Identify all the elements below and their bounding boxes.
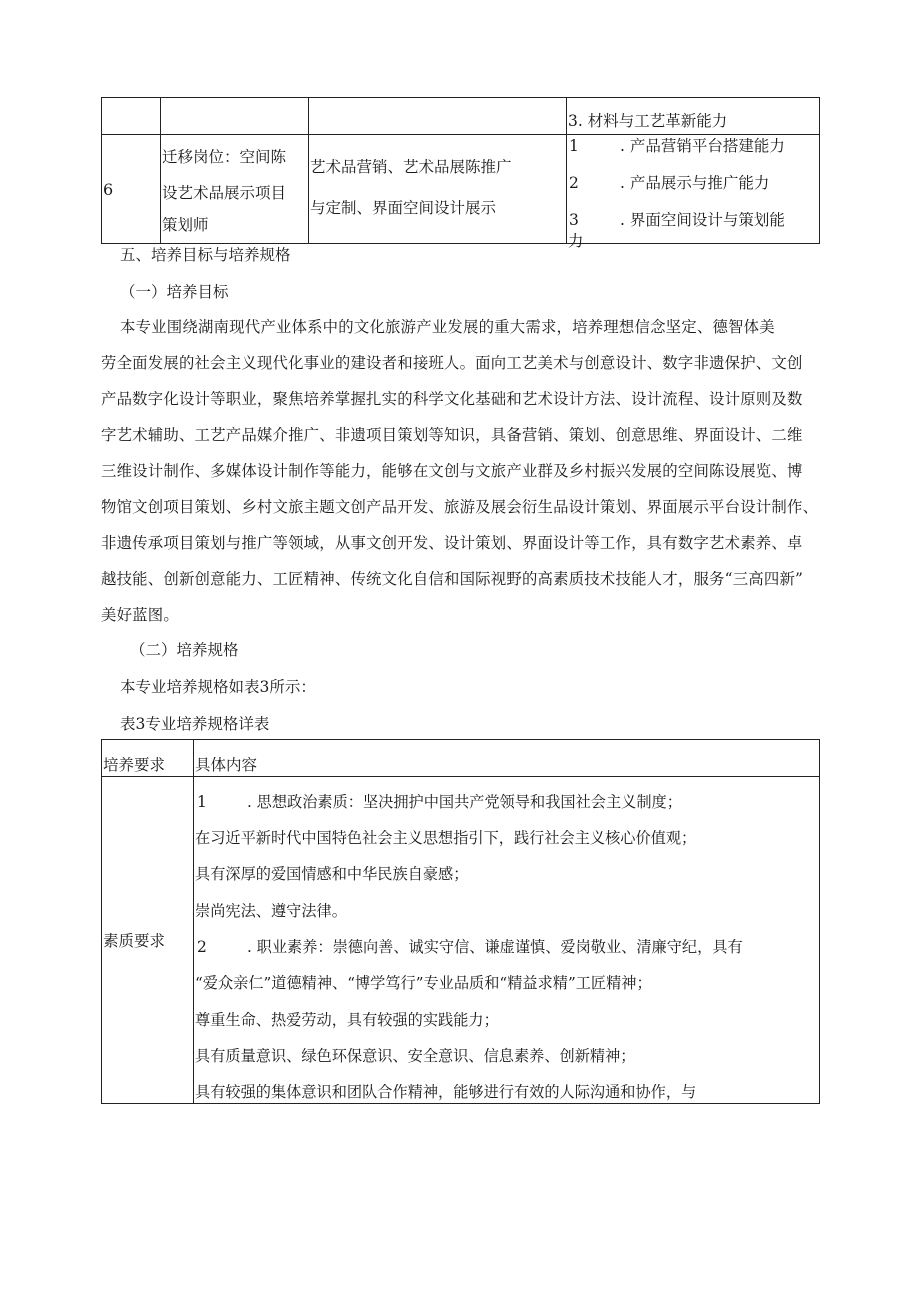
prev-row-ability: 3. 材料与工艺革新能力 [568,112,728,130]
goal-line: 越技能、创新创意能力、工匠精神、传统文化自信和国际视野的高素质技术技能人才，服务“三高四新” [101,570,804,588]
spec-line: . 思想政治素质：坚决拥护中国共产党领导和我国社会主义制度； [247,793,682,811]
ability-overflow-char: 力 [568,232,584,250]
row-label-quality: 素质要求 [103,932,166,950]
header-requirement: 培养要求 [103,756,166,774]
spec-line: 具有较强的集体意识和团队合作精神，能够进行有效的人际沟通和协作，与 [195,1083,697,1101]
goal-line: 产品数字化设计等职业，聚焦培养掌握扎实的科学文化基础和艺术设计方法、设计流程、设计原则及数 [101,390,803,408]
ability-text-1: . 产品营销平台搭建能力 [620,137,785,155]
spec-line: 尊重生命、热爱劳动，具有较强的实践能力； [195,1011,499,1029]
ability-num-3: 3 [569,211,579,229]
task-line-1: 艺术品营销、艺术品展陈推广 [310,158,512,176]
spec-line: 具有质量意识、绿色环保意识、安全意识、信息素养、创新精神； [195,1047,636,1065]
spec-line: “爱众亲仁”道德精神、“博学笃行”专业品质和“精益求精”工匠精神； [195,974,652,992]
ability-text-2: . 产品展示与推广能力 [620,174,770,192]
ability-num-2: 2 [569,174,579,192]
subsection-goal-title: （一）培养目标 [120,283,229,301]
spec-line: 具有深厚的爱国情感和中华民族自豪感； [195,865,469,883]
goal-line: 三维设计制作、多媒体设计制作等能力，能够在文创与文旅产业群及乡村振兴发展的空间陈设展览、博 [101,462,803,480]
spec-line: 崇尚宪法、遵守法律。 [195,902,347,920]
spec-line-num: 1 [197,793,207,811]
ability-num-1: 1 [569,137,579,155]
table-caption: 表3专业培养规格详表 [120,715,270,733]
ability-text-3: . 界面空间设计与策划能 [620,211,785,229]
row-number: 6 [103,180,114,199]
spec-line-num: 2 [197,938,207,956]
spec-intro: 本专业培养规格如表3所示： [120,678,316,696]
goal-line: 字艺术辅助、工艺产品媒介推广、非遗项目策划等知识，具备营销、策划、创意思维、界面设计、二维 [101,426,803,444]
spec-line: . 职业素养：崇德向善、诚实守信、谦虚谨慎、爱岗敬业、清廉守纪，具有 [247,938,743,956]
position-line-3: 策划师 [162,216,209,234]
subsection-spec-title: （二）培养规格 [130,641,239,659]
spec-line: 在习近平新时代中国特色社会主义思想指引下，践行社会主义核心价值观； [195,829,697,847]
position-line-1: 迁移岗位：空间陈 [162,148,287,166]
goal-line: 本专业围绕湖南现代产业体系中的文化旅游产业发展的重大需求，培养理想信念坚定、德智体美 [120,318,775,336]
goal-line: 美好蓝图。 [101,606,179,624]
goal-line: 物馆文创项目策划、乡村文旅主题文创产品开发、旅游及展会衍生品设计策划、界面展示平台设计制作、 [101,498,819,516]
goal-line: 劳全面发展的社会主义现代化事业的建设者和接班人。面向工艺美术与创意设计、数字非遗保护、文创 [101,354,803,372]
header-content: 具体内容 [195,756,258,774]
position-line-2: 设艺术品展示项目 [162,184,287,202]
task-line-2: 与定制、界面空间设计展示 [310,199,497,217]
goal-line: 非遗传承项目策划与推广等领域，从事文创开发、设计策划、界面设计等工作，具有数字艺术素养、卓 [101,534,803,552]
section-title: 五、培养目标与培养规格 [120,246,291,264]
